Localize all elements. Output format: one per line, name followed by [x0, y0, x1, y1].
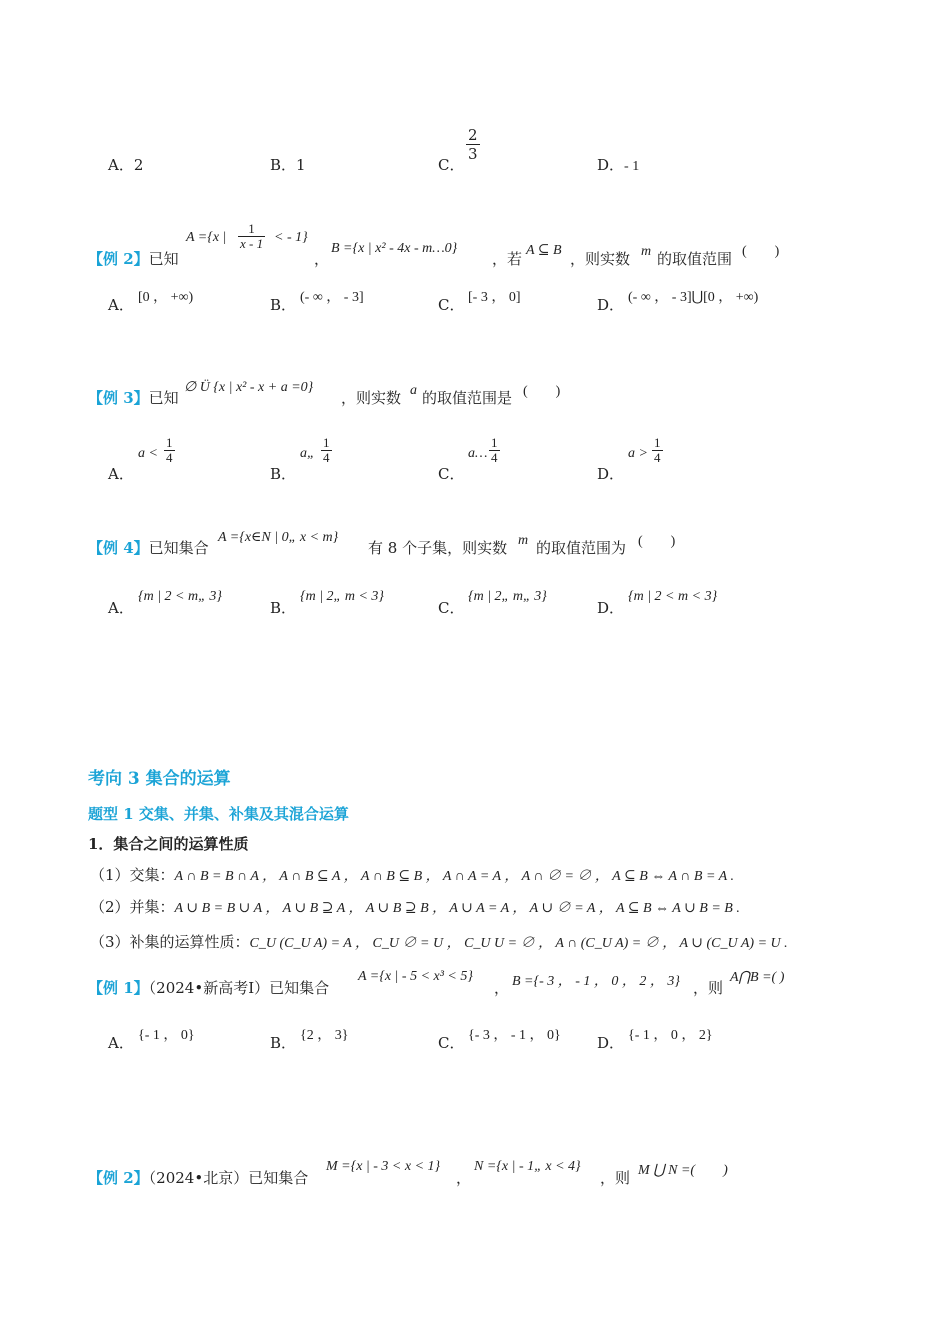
option-c-fraction: $\frac{2}{3}$: [468, 126, 478, 163]
option-d: D．- 1: [597, 156, 640, 174]
question-expr: M ⋃ N =( ): [638, 1163, 728, 1178]
ex3-option-b-value: a„: [300, 446, 315, 461]
text: 的取值范围是: [422, 389, 513, 407]
ex4-option-b-value: {m | 2„ m < 3}: [300, 589, 384, 604]
ex3-option-d-value: a >: [628, 446, 648, 461]
ex2-option-d: D．: [597, 296, 625, 314]
property-line-2: （2）并集：A ∪ B = B ∪ A ， A ∪ B ⊇ A ， A ∪ B ⊇ B ， A ∪ A = A ， A ∪ ∅ = A ， A ⊆ B ⇔ A ∪ B = B .: [90, 898, 740, 916]
option-a: A．2: [108, 156, 144, 174]
ex2-option-c: C．: [438, 296, 465, 314]
ex3-option-c-fraction: $\frac{1}{4}$: [491, 435, 498, 465]
option-c: C．: [438, 156, 465, 174]
ex3-option-a-value: a <: [138, 446, 158, 461]
ex2-option-a: A．: [108, 296, 134, 314]
ex1-option-d: D．: [597, 1034, 625, 1052]
ex2-option-b-value: (- ∞ ， - 3]: [300, 290, 364, 305]
ex4-option-a-value: {m | 2 < m„ 3}: [138, 589, 222, 604]
ex4-option-d: D．: [597, 599, 625, 617]
ex4-option-b: B．: [270, 599, 297, 617]
set-a-fraction: $\frac{1}{x - 1}$: [240, 221, 264, 251]
property-line-1: （1）交集：A ∩ B = B ∩ A ， A ∩ B ⊆ A ， A ∩ B ⊆ B ， A ∩ A = A ， A ∩ ∅ = ∅ ， A ⊆ B ⇔ A ∩ B = A .: [90, 866, 734, 884]
text: ，则实数: [570, 250, 631, 268]
relation: A ⊆ B: [526, 243, 562, 258]
comma: ，: [494, 979, 510, 997]
section-subtitle: 题型 1 交集、并集、补集及其混合运算: [88, 805, 349, 823]
set-expr: A ={x∈N | 0„ x < m}: [218, 530, 339, 545]
text: 有 8 个子集，则实数: [368, 539, 508, 557]
set-b-expr: B ={x | x² - 4x - m…0}: [331, 241, 458, 256]
ex1-option-c: C．: [438, 1034, 465, 1052]
question-expr: A⋂B =( ): [730, 970, 785, 985]
comma: ，: [456, 1169, 472, 1187]
set-a-expr-end: < - 1}: [274, 230, 308, 245]
text: ，则实数: [341, 389, 402, 407]
ex1-option-b: B．: [270, 1034, 297, 1052]
text: ，若: [492, 250, 523, 268]
ex1-option-b-value: {2 ， 3}: [300, 1028, 349, 1043]
variable-m: m: [518, 533, 529, 548]
set-b-expr: B ={- 3 ， - 1 ， 0 ， 2 ， 3}: [512, 974, 681, 989]
item-heading: 1．集合之间的运算性质: [88, 835, 249, 853]
answer-paren: ( ): [523, 384, 561, 399]
ex3-option-c-value: a…: [468, 446, 488, 461]
ex2-option-b: B．: [270, 296, 297, 314]
ex1-option-a: A．: [108, 1034, 134, 1052]
text: ，则: [600, 1169, 631, 1187]
section-title: 考向 3 集合的运算: [88, 769, 231, 789]
ex1-option-a-value: {- 1 ， 0}: [138, 1028, 195, 1043]
example-2b-question: 【例 2】（2024•北京）已知集合: [88, 1169, 309, 1187]
set-m-expr: M ={x | - 3 < x < 1}: [326, 1159, 441, 1174]
ex1-option-c-value: {- 3 ， - 1 ， 0}: [468, 1028, 561, 1043]
ex3-option-c: C．: [438, 465, 465, 483]
ex4-option-a: A．: [108, 599, 134, 617]
ex4-option-d-value: {m | 2 < m < 3}: [628, 589, 718, 604]
text: 的取值范围为: [536, 539, 627, 557]
variable-a: a: [410, 383, 417, 398]
example-1-question: 【例 1】（2024•新高考Ⅰ）已知集合: [88, 979, 330, 997]
ex2-option-d-value: (- ∞ ， - 3]⋃[0 ， +∞): [628, 290, 759, 305]
text: ，则: [693, 979, 724, 997]
property-line-3: （3）补集的运算性质：C_U (C_U A) = A ， C_U ∅ = U ， C_U U = ∅ ， A ∩ (C_U A) = ∅ ， A ∪ (C_U A) = U .: [90, 933, 788, 951]
set-a-expr: A ={x | - 5 < x³ < 5}: [358, 969, 473, 984]
option-b: B．1: [270, 156, 306, 174]
ex3-option-b-fraction: $\frac{1}{4}$: [323, 435, 330, 465]
answer-paren: ( ): [742, 244, 780, 259]
ex1-option-d-value: {- 1 ， 0 ， 2}: [628, 1028, 713, 1043]
ex2-option-c-value: [- 3 ， 0]: [468, 290, 521, 305]
ex3-option-a-fraction: $\frac{1}{4}$: [166, 435, 173, 465]
ex3-option-b: B．: [270, 465, 297, 483]
ex3-option-d-fraction: $\frac{1}{4}$: [654, 435, 661, 465]
ex3-option-d: D．: [597, 465, 625, 483]
ex2-option-a-value: [0 ， +∞): [138, 290, 194, 305]
ex3-option-a: A．: [108, 465, 134, 483]
set-a-expr: A ={x |: [186, 230, 227, 245]
text: 的取值范围: [657, 250, 733, 268]
set-expr: ∅ Ü {x | x² - x + a =0}: [184, 380, 314, 395]
example-4-question: 【例 4】已知集合: [88, 539, 209, 557]
ex4-option-c: C．: [438, 599, 465, 617]
example-3-question: 【例 3】已知: [88, 389, 179, 407]
set-n-expr: N ={x | - 1„ x < 4}: [474, 1159, 581, 1174]
ex4-option-c-value: {m | 2„ m„ 3}: [468, 589, 547, 604]
answer-paren: ( ): [638, 534, 676, 549]
variable-m: m: [641, 244, 652, 259]
example-2-question: 【例 2】已知: [88, 250, 179, 268]
comma: ，: [314, 250, 330, 268]
